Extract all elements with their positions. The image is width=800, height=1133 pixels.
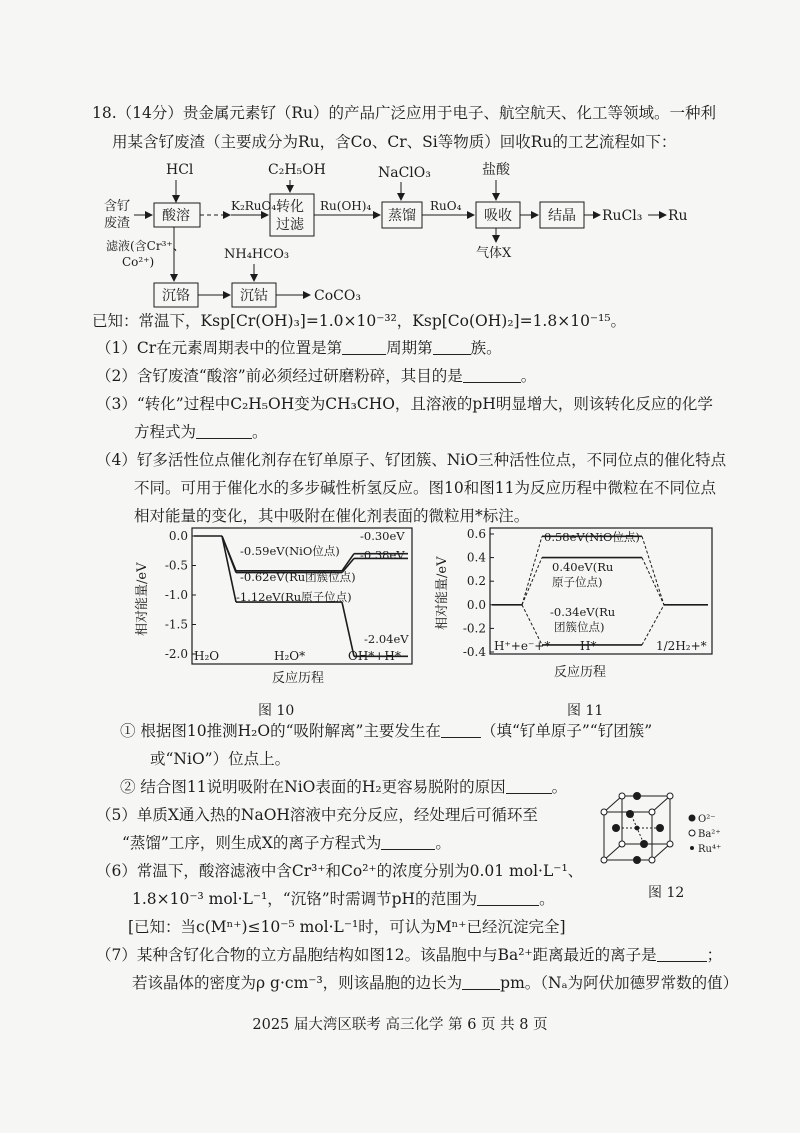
question-4-2 (120, 773, 567, 802)
q2-blank[interactable] (463, 366, 521, 383)
q5-text-b: 。 (435, 834, 451, 852)
fig11-label-ru-cluster-2: 团簇位点) (554, 620, 605, 634)
fig10-label-030: -0.30eV (360, 529, 405, 543)
question-4-line2: 不同。可用于催化水的多步碱性析氢反应。图10和图11为反应历程中微粒在不同位点 (134, 479, 716, 497)
box-convert-1: 转化 (276, 199, 304, 215)
fig10-path-step (342, 554, 354, 571)
q3-text-b: 。 (252, 423, 268, 441)
reagent-naclo3: NaClO₃ (378, 165, 431, 181)
known-ksp: 已知：常温下，Ksp[Cr(OH)₃]=1.0×10⁻³²，Ksp[Co(OH)₂]=1.8×10⁻¹⁵。 (92, 312, 627, 330)
fig10-label-ru-cluster: -0.62eV(Ru团簇位点) (240, 570, 356, 584)
question-4-line1: （4）钌多活性位点催化剂存在钌单原子、钌团簇、NiO三种活性位点，不同位点的催化特点 (96, 451, 727, 469)
fig11-label-ru-cluster-1: -0.34eV(Ru (550, 605, 616, 619)
product-rucl3: RuCl₃ (602, 208, 643, 224)
input-label-2: 废渣 (104, 216, 131, 231)
box-precipitate-cr: 沉铬 (162, 288, 190, 304)
fig10-species-h2o: H₂O (194, 649, 220, 663)
legend-oxide: O²⁻ (698, 814, 716, 825)
fig10-label-nio: -0.59eV(NiO位点) (240, 544, 340, 558)
q1-blank-group[interactable] (433, 338, 471, 355)
fig11-label-nio: 0.58eV(NiO位点) (544, 530, 640, 544)
fig10-ytick-label: -1.0 (164, 588, 188, 602)
q6-text-a: 1.8×10⁻³ mol·L⁻¹，“沉铬”时需调节pH的范围为 (132, 890, 478, 908)
question-3-line2 (134, 418, 268, 447)
q1-blank-period[interactable] (342, 338, 386, 355)
fig11-ytick-label: 0.2 (466, 574, 486, 589)
fig10-species-h2o-ads: H₂O* (274, 649, 306, 663)
fig10-label-204: -2.04eV (364, 632, 409, 646)
q7-blank-ion[interactable] (657, 945, 707, 962)
question-5-line1: （5）单质X通入热的NaOH溶液中充分反应，经处理后可循环至 (96, 806, 538, 824)
fig11-species-hads: H* (580, 639, 597, 653)
ba-ion-corner (601, 809, 607, 815)
figure-11-chart (432, 524, 722, 724)
fig10-ytick-label: -1.5 (164, 617, 188, 632)
oxide-ion-left (612, 824, 620, 832)
arrow-label-ruo4: RuO₄ (430, 199, 462, 213)
question-header-line2: 用某含钌废渣（主要成分为Ru，含Co、Cr、Si等物质）回收Ru的工艺流程如下： (112, 133, 677, 151)
q4-1-blank[interactable] (441, 721, 481, 738)
fig11-ytick-label: 0.0 (466, 597, 486, 612)
question-7-line2 (132, 969, 738, 998)
q4-2-text-b: 。 (551, 778, 568, 796)
box-crystallize: 结晶 (548, 208, 576, 224)
question-4-1-line2: 或“NiO”）位点上。 (150, 750, 291, 768)
q7-text-d: pm。（Nₐ为阿伏加德罗常数的值） (500, 974, 739, 992)
q1-text-b: 周期第 (386, 339, 433, 357)
box-convert-2: 过滤 (276, 217, 304, 233)
fig11-path-rise (522, 558, 542, 605)
box-precipitate-co: 沉钴 (240, 288, 268, 304)
product-ru: Ru (668, 208, 688, 224)
q4-2-text-a: ② 结合图11说明吸附在NiO表面的H₂更容易脱附的原因 (120, 778, 506, 796)
arrow-label-k2ruo4: K₂RuO₄ (231, 199, 277, 213)
box-absorb: 吸收 (484, 208, 512, 224)
fig10-xlabel: 反应历程 (272, 671, 325, 686)
fig11-caption: 图 11 (567, 703, 604, 719)
fig10-label-038: -0.38eV (360, 548, 405, 562)
page-footer: 2025 届大湾区联考 高三化学 第 6 页 共 8 页 (252, 1017, 548, 1033)
oxide-ion-back (640, 840, 648, 848)
fig11-species-end: 1/2H₂+* (656, 639, 707, 653)
fig10-caption: 图 10 (258, 703, 295, 719)
q2-text-a: （2）含钌废渣“酸溶”前必须经过研磨粉碎，其目的是 (96, 367, 463, 385)
ba-ion-corner (667, 841, 673, 847)
fig11-ytick-label: -0.2 (462, 621, 486, 636)
box-distill: 蒸馏 (388, 208, 416, 224)
figure-10-chart (132, 524, 422, 724)
q2-text-b: 。 (520, 367, 537, 385)
fig10-species-oh-h: OH*+H* (348, 649, 401, 663)
q7-text-a: （7）某种含钌化合物的立方晶胞结构如图12。该晶胞中与Ba²⁺距离最近的离子是 (96, 946, 657, 964)
question-6-line3: [已知：当c(Mⁿ⁺)≤10⁻⁵ mol·L⁻¹时，可认为Mⁿ⁺已经沉淀完全] (128, 918, 566, 936)
q7-text-b: ； (706, 946, 723, 964)
q4-2-blank[interactable] (506, 777, 552, 794)
arrow-label-ruoh4: Ru(OH)₄ (320, 199, 372, 213)
fig11-label-ru-atom-1: 0.40eV(Ru (552, 560, 614, 574)
q4-1-text-a: ① 根据图10推测H₂O的“吸附解离”主要发生在 (120, 722, 441, 740)
question-4-line3: 相对能量的变化，其中吸附在催化剂表面的微粒用*标注。 (134, 507, 530, 525)
q3-blank[interactable] (196, 422, 252, 439)
question-3-line1: （3）“转化”过程中C₂H₅OH变为CH₃CHO，且溶液的pH明显增大，则该转化反应的化学 (96, 395, 713, 413)
gas-x: 气体X (476, 246, 512, 261)
fig11-path-rise (522, 536, 542, 604)
q6-text-b: 。 (539, 890, 555, 908)
fig10-ylabel: 相对能量/eV (135, 562, 150, 636)
question-4-1-line1 (120, 717, 652, 746)
oxide-ion-front (626, 810, 634, 818)
fig11-label-ru-atom-2: 原子位点) (552, 575, 603, 589)
fig11-species-start: H⁺+e⁻+* (494, 639, 551, 653)
process-flowchart (96, 158, 716, 308)
question-7-line1 (96, 941, 722, 970)
fig11-ylabel: 相对能量/eV (435, 556, 450, 630)
fig11-path-release (642, 536, 664, 604)
oxide-ion-right (656, 824, 664, 832)
oxide-ion-bottom (633, 856, 641, 864)
fig10-ytick-label: -0.5 (164, 558, 188, 573)
ba-ion-corner (619, 841, 625, 847)
reagent-nh4hco3: NH₄HCO₃ (224, 247, 290, 262)
ba-ion-corner (601, 857, 607, 863)
box-acid-dissolve: 酸溶 (162, 208, 190, 224)
question-2 (96, 362, 536, 391)
q6-blank[interactable] (477, 889, 539, 906)
fig11-ytick-label: 0.4 (466, 550, 486, 565)
q7-blank-edge[interactable] (462, 973, 500, 990)
ba-ion-corner (649, 857, 655, 863)
q4-1-text-b: （填“钌单原子”“钌团簇” (480, 722, 653, 740)
input-label-1: 含钌 (104, 199, 131, 214)
question-6-line1: （6）常温下，酸溶滤液中含Cr³⁺和Co²⁺的浓度分别为0.01 mol·L⁻¹、 (96, 862, 584, 880)
product-coco3: CoCO₃ (314, 288, 361, 304)
fig11-path-release (642, 558, 664, 605)
fig12-caption: 图 12 (648, 885, 685, 901)
q5-blank[interactable] (381, 833, 435, 850)
q7-text-c: 若该晶体的密度为ρ g·cm⁻³，则该晶胞的边长为 (132, 974, 463, 992)
fig11-ytick-label: -0.4 (462, 645, 486, 659)
reagent-hcl-cn: 盐酸 (482, 162, 510, 178)
filtrate-label-1: 滤液(含Cr³⁺、 (106, 239, 185, 253)
ba-ion-corner (649, 809, 655, 815)
ru-ion-center (635, 826, 640, 831)
question-6-line2 (132, 885, 555, 914)
reagent-ethanol: C₂H₅OH (268, 162, 326, 178)
q1-text-c: 族。 (470, 339, 502, 357)
q5-text-a: “蒸馏”工序，则生成X的离子方程式为 (122, 834, 382, 852)
figure-12-unit-cell (594, 786, 734, 886)
fig10-ytick-label: -2.0 (164, 647, 188, 661)
legend-barium: Ba²⁺ (698, 829, 721, 840)
filtrate-label-2: Co²⁺) (122, 255, 155, 269)
question-5-line2 (122, 829, 451, 858)
fig11-plot-frame (490, 528, 712, 654)
q3-text-a: 方程式为 (134, 423, 197, 441)
question-header-line1: 18.（14分）贵金属元素钌（Ru）的产品广泛应用于电子、航空航天、化工等领域。一种利 (92, 104, 717, 122)
fig11-xlabel: 反应历程 (554, 665, 607, 680)
q1-text-a: （1）Cr在元素周期表中的位置是第 (96, 339, 343, 357)
fig10-label-ru-atom: -1.12eV(Ru原子位点) (236, 590, 352, 604)
ba-ion-corner (667, 793, 673, 799)
oxide-ion-top (633, 792, 641, 800)
question-1 (96, 334, 502, 363)
fig10-ytick-label: 0.0 (168, 529, 188, 543)
reagent-hcl: HCl (166, 162, 194, 178)
legend-ruthenium: Ru⁴⁺ (698, 844, 722, 855)
ba-ion-corner (619, 793, 625, 799)
fig11-ytick-label: 0.6 (466, 527, 486, 541)
